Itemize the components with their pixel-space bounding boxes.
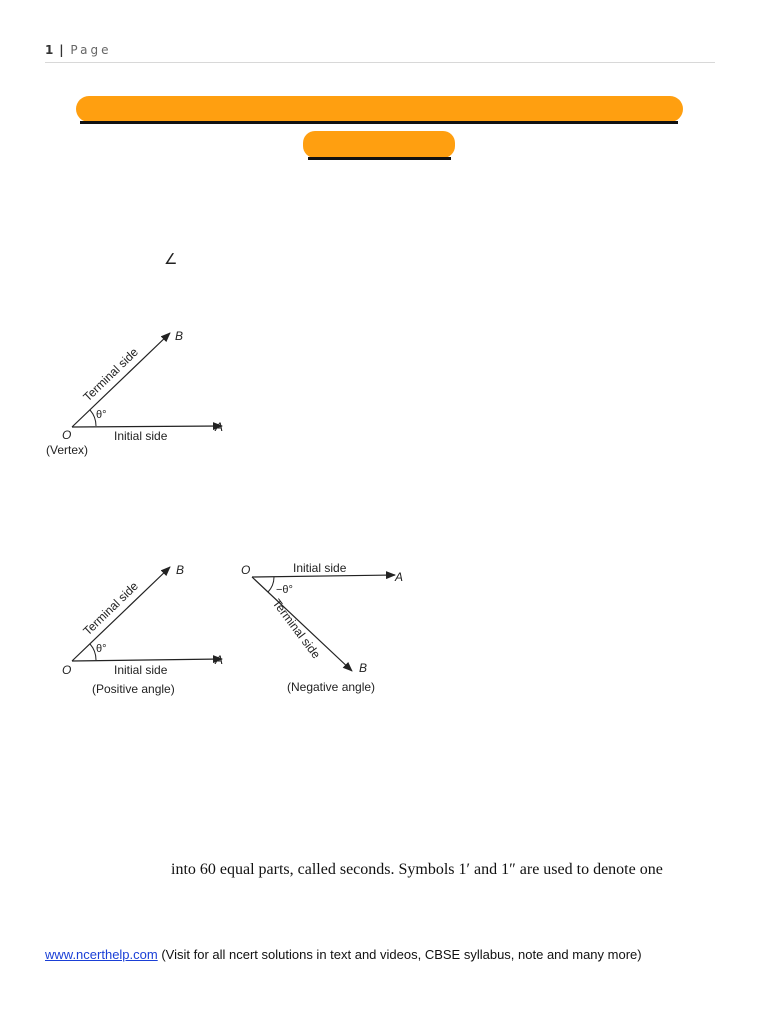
origin-label: O (62, 663, 72, 677)
page-header (45, 43, 111, 57)
point-b-label: B (175, 329, 184, 343)
title-banner-underline (80, 121, 678, 124)
terminal-side-ray (72, 333, 170, 427)
page-footer (45, 947, 642, 962)
initial-side-ray (252, 575, 395, 577)
ncerthelp-link[interactable]: www.ncerthelp.com (45, 947, 158, 962)
vertex-point-label: O (62, 428, 72, 442)
initial-side-ray (72, 426, 222, 427)
vertex-caption: (Vertex) (46, 443, 89, 457)
angle-label: θ° (96, 643, 107, 655)
terminal-side-label: Terminal side (269, 596, 324, 662)
angle-arc (268, 577, 274, 592)
subtitle-banner-underline (308, 157, 451, 160)
header-divider (45, 62, 715, 63)
point-b-label: B (359, 661, 368, 675)
figure-positive-angle (40, 555, 240, 705)
page-number: 1 (45, 43, 54, 57)
terminal-side-ray (72, 567, 170, 661)
page-label: Page (70, 43, 112, 57)
point-a-label: A (215, 653, 224, 667)
page-separator: | (59, 43, 64, 57)
initial-side-label: Initial side (114, 429, 168, 443)
initial-side-label: Initial side (293, 561, 347, 575)
title-banner (76, 96, 683, 122)
negative-angle-caption: (Negative angle) (287, 680, 376, 694)
origin-label: O (241, 563, 251, 577)
point-b-label: B (176, 563, 185, 577)
initial-side-ray (72, 659, 222, 661)
angle-symbol: ∠ (164, 250, 178, 268)
point-a-label: A (395, 570, 404, 584)
terminal-side-label: Terminal side (80, 344, 141, 405)
angle-label: −θ° (276, 584, 293, 596)
figure-negative-angle (235, 555, 415, 705)
footer-note: (Visit for all ncert solutions in text and videos, CBSE syllabus, note and many more) (157, 947, 642, 962)
figure-angle-vertex (40, 320, 240, 465)
terminal-side-label: Terminal side (80, 578, 141, 639)
positive-angle-caption: (Positive angle) (92, 682, 175, 696)
point-a-label: A (215, 420, 224, 434)
initial-side-label: Initial side (114, 663, 168, 677)
angle-label: θ° (96, 409, 107, 421)
body-text-line: into 60 equal parts, called seconds. Symbols 1′ and 1″ are used to denote one (171, 861, 663, 878)
subtitle-banner (303, 131, 455, 158)
